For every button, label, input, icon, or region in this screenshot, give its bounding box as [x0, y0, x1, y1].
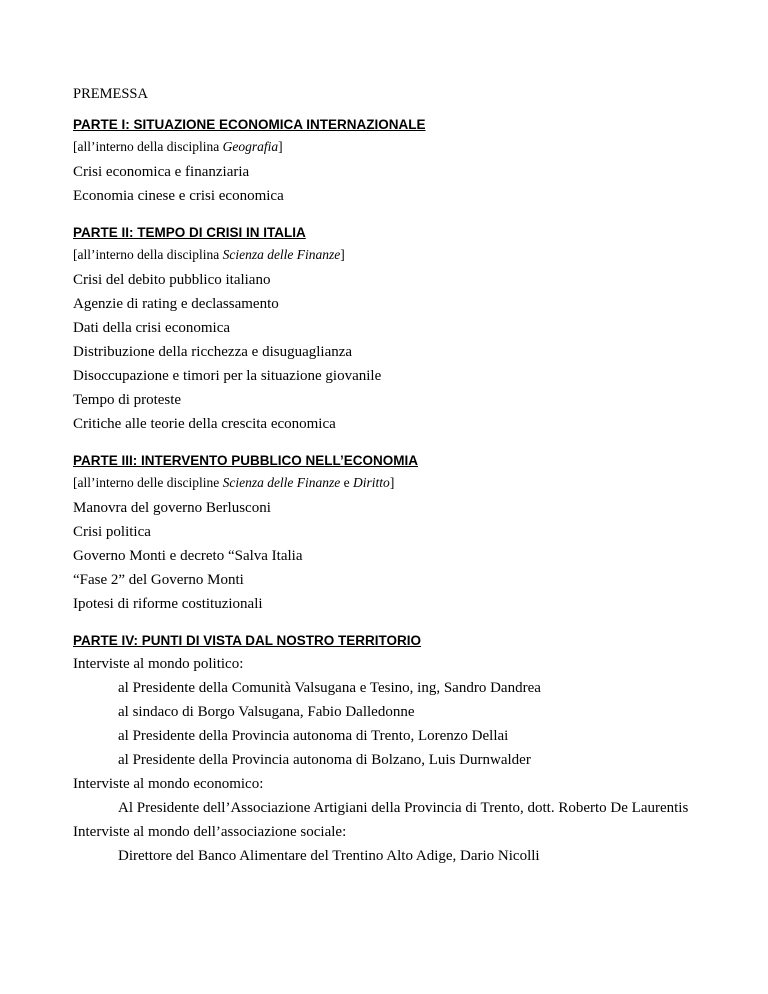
list-item: “Fase 2” del Governo Monti — [73, 572, 244, 588]
list-item: Distribuzione della ricchezza e disuguaglianza — [73, 344, 353, 360]
note-text: ] — [389, 475, 395, 490]
list-item: Direttore del Banco Alimentare del Trentino Alto Adige, Dario Nicolli — [118, 848, 540, 864]
note-discipline: Diritto — [353, 475, 390, 490]
list-item: Critiche alle teorie della crescita economica — [73, 416, 336, 432]
list-item: al sindaco di Borgo Valsugana, Fabio Dalledonne — [118, 704, 415, 720]
list-item: Tempo di proteste — [73, 392, 182, 408]
section-part-4 — [73, 630, 733, 868]
note-text: ] — [278, 139, 283, 154]
interviews-politics-heading: Interviste al mondo politico: — [73, 656, 244, 672]
interviews-social-heading: Interviste al mondo dell’associazione sociale: — [73, 824, 347, 840]
list-item: Al Presidente dell’Associazione Artigiani della Provincia di Trento, dott. Roberto De Laurentis — [118, 800, 689, 816]
list-item: Crisi politica — [73, 524, 151, 540]
list-item: Governo Monti e decreto “Salva Italia — [73, 548, 303, 564]
interviews-economy-heading: Interviste al mondo economico: — [73, 776, 264, 792]
list-item: al Presidente della Provincia autonoma di Trento, Lorenzo Dellai — [118, 728, 509, 744]
list-item: Agenzie di rating e declassamento — [73, 296, 279, 312]
note-text: ] — [340, 247, 345, 262]
list-item: al Presidente della Provincia autonoma di Bolzano, Luis Durnwalder — [118, 752, 531, 768]
part-2-note — [73, 244, 733, 266]
list-item: Crisi del debito pubblico italiano — [73, 272, 271, 288]
note-text: [all’interno della disciplina — [73, 139, 223, 154]
list-item: Crisi economica e finanziaria — [73, 164, 250, 180]
part-1-title: PARTE I: SITUAZIONE ECONOMICA INTERNAZIONALE — [73, 117, 426, 132]
list-item: Dati della crisi economica — [73, 320, 231, 336]
section-part-1 — [73, 114, 733, 208]
premessa-heading: PREMESSA — [73, 86, 148, 102]
part-4-title: PARTE IV: PUNTI DI VISTA DAL NOSTRO TERRITORIO — [73, 633, 422, 648]
part-2-title: PARTE II: TEMPO DI CRISI IN ITALIA — [73, 225, 306, 240]
note-text: [all’interno delle discipline — [73, 475, 223, 490]
note-discipline: Geografia — [222, 139, 279, 154]
list-item: Ipotesi di riforme costituzionali — [73, 596, 263, 612]
note-text: e — [340, 475, 354, 490]
document-page — [73, 82, 733, 882]
note-text: [all’interno della disciplina — [73, 247, 223, 262]
section-part-3 — [73, 450, 733, 616]
part-3-note — [73, 472, 733, 494]
list-item: Manovra del governo Berlusconi — [73, 500, 271, 516]
section-part-2 — [73, 222, 733, 436]
note-discipline: Scienza delle Finanze — [222, 475, 341, 490]
list-item: al Presidente della Comunità Valsugana e Tesino, ing, Sandro Dandrea — [118, 680, 541, 696]
list-item: Economia cinese e crisi economica — [73, 188, 284, 204]
part-3-title: PARTE III: INTERVENTO PUBBLICO NELL’ECONOMIA — [73, 453, 419, 468]
note-discipline: Scienza delle Finanze — [222, 247, 341, 262]
part-1-note — [73, 136, 733, 158]
list-item: Disoccupazione e timori per la situazione giovanile — [73, 368, 382, 384]
